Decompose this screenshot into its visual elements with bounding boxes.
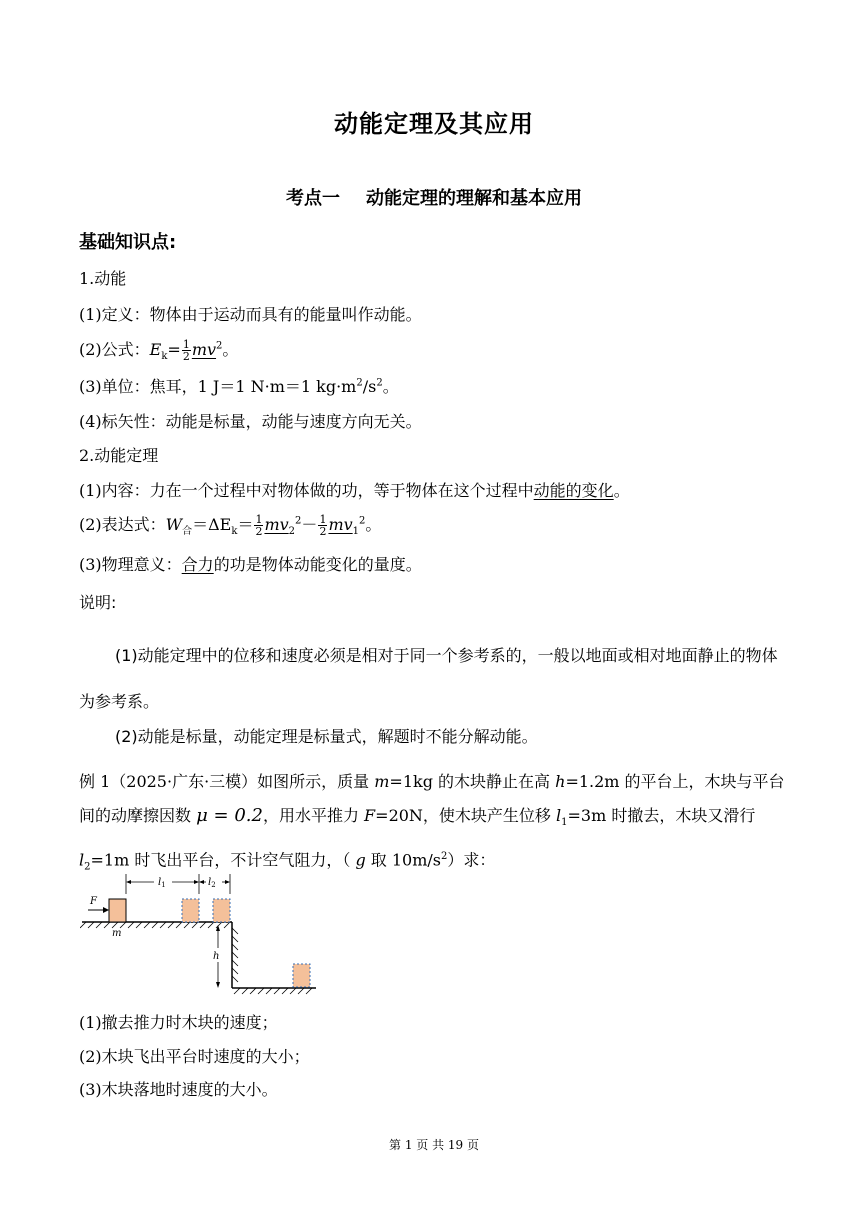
ex-l1: l xyxy=(556,806,562,825)
half-fraction xyxy=(182,339,191,362)
label-m: m xyxy=(112,928,122,939)
unit-mid: /s xyxy=(362,377,377,396)
ex-c: =1.2m 的平台上，木块与平台间的动摩擦因数 xyxy=(79,772,785,825)
unit-end: 。 xyxy=(382,377,399,396)
ex-f2: =3m 时撤去，木块又滑行 xyxy=(567,806,756,825)
note-2: (2)动能是标量，动能定理是标量式，解题时不能分解动能。 xyxy=(115,727,538,746)
content-prefix: (1)内容：力在一个过程中对物体做的功，等于物体在这个过程中 xyxy=(79,481,534,500)
page-title: 动能定理及其应用 xyxy=(334,110,534,138)
section-text: 动能定理的理解和基本应用 xyxy=(366,188,582,209)
frac-numerator: 1 xyxy=(182,338,190,351)
theorem-expression xyxy=(79,512,381,537)
ke-unit-text: (3)单位：焦耳，1 J＝1 N·m＝1 kg·m xyxy=(79,377,357,396)
ke-unit xyxy=(79,374,399,397)
ex-l1-sub: 1 xyxy=(561,817,568,829)
block-start xyxy=(109,899,126,922)
label-h: h xyxy=(213,951,220,962)
expr-k-sub: k xyxy=(231,526,238,538)
page-footer: 第 1 页 共 19 页 xyxy=(389,1138,479,1152)
ke-heading: 1.动能 xyxy=(79,269,127,288)
half-fraction-2 xyxy=(318,514,327,537)
content-end: 。 xyxy=(613,481,630,500)
note-1: (1)动能定理中的位移和速度必须是相对于同一个参考系的，一般以地面或相对地面静止的物体为参考系。 xyxy=(79,646,778,711)
expr-v1-exp: 2 xyxy=(359,515,366,527)
block-release xyxy=(182,899,199,922)
expr-w-sub: 合 xyxy=(182,526,193,538)
theorem-meaning xyxy=(79,552,422,575)
frac2-num: 1 xyxy=(319,513,327,526)
expr-v2-sub: 2 xyxy=(288,526,296,538)
ex-d: ，用水平推力 xyxy=(262,806,365,825)
meaning-underline: 合力 xyxy=(181,555,214,574)
section-heading xyxy=(0,184,868,210)
ke-scalar: (4)标矢性：动能是标量，动能与速度方向无关。 xyxy=(79,412,422,431)
label-l1: $l_1$ xyxy=(158,877,166,889)
meaning-rest: 的功是物体动能变化的量度。 xyxy=(213,555,422,574)
theorem-content xyxy=(79,478,630,501)
expr-mv1: mv xyxy=(328,515,353,534)
expr-minus: － xyxy=(301,515,318,534)
block-edge xyxy=(213,899,230,922)
notes-heading: 说明: xyxy=(79,593,117,612)
platform-diagram xyxy=(80,870,320,1000)
frac-denominator: 2 xyxy=(182,350,190,363)
ex-i: ）求： xyxy=(447,850,496,870)
ke-symbol: E xyxy=(149,340,162,359)
knowledge-heading: 基础知识点: xyxy=(79,232,177,253)
ex-h2: 取 10m/s xyxy=(365,850,441,870)
question-2: (2)木块飞出平台时速度的大小； xyxy=(79,1047,310,1066)
expr-eq1: ＝ΔE xyxy=(192,515,232,534)
expr-v1-sub: 1 xyxy=(352,526,360,538)
ex-l2: l xyxy=(79,850,85,870)
expr-end: 。 xyxy=(365,515,382,534)
ke-equals: = xyxy=(167,340,181,359)
content-underline: 动能的变化 xyxy=(533,481,614,500)
frac1-den: 2 xyxy=(255,525,263,538)
half-fraction-1 xyxy=(254,514,263,537)
label-f: F xyxy=(90,896,97,907)
unit-exp-2: 2 xyxy=(376,377,383,389)
ke-formula xyxy=(79,337,238,362)
example-text xyxy=(79,765,791,885)
frac2-den: 2 xyxy=(319,525,327,538)
expr-eq2: ＝ xyxy=(237,515,254,534)
ex-m: m xyxy=(374,772,390,791)
ke-definition: (1)定义：物体由于运动而具有的能量叫作动能。 xyxy=(79,305,422,324)
ex-g-var: g xyxy=(355,850,366,870)
ke-formula-prefix: (2)公式： xyxy=(79,340,150,359)
block-landed xyxy=(293,964,310,987)
expr-w: W xyxy=(165,515,183,534)
ex-g: =1m 时飞出平台，不计空气阻力，（ xyxy=(90,850,356,870)
ex-b: =1kg 的木块静止在高 xyxy=(389,772,556,791)
ex-exp: 2 xyxy=(441,851,448,863)
ke-formula-end: 。 xyxy=(222,340,239,359)
section-label: 考点一 xyxy=(286,188,340,209)
question-3: (3)木块落地时速度的大小。 xyxy=(79,1080,278,1099)
label-l2: $l_2$ xyxy=(208,877,216,889)
ex-a: 例 1（2025·广东·三模）如图所示，质量 xyxy=(79,772,375,791)
ex-f: F xyxy=(364,806,376,825)
ke-mv: mv xyxy=(191,340,217,359)
meaning-prefix: (3)物理意义： xyxy=(79,555,182,574)
ex-l2-sub: 2 xyxy=(84,861,91,873)
theorem-heading: 2.动能定理 xyxy=(79,446,159,465)
expr-mv2: mv xyxy=(264,515,289,534)
question-1: (1)撤去推力时木块的速度； xyxy=(79,1013,278,1032)
frac1-num: 1 xyxy=(255,513,263,526)
ex-h: h xyxy=(555,772,566,791)
ex-mu: μ = 0.2 xyxy=(196,805,263,826)
expr-prefix: (2)表达式： xyxy=(79,515,166,534)
ke-exponent: 2 xyxy=(216,340,223,352)
ex-e: =20N，使木块产生位移 xyxy=(375,806,557,825)
unit-exp-1: 2 xyxy=(356,377,363,389)
ke-subscript: k xyxy=(161,351,168,363)
expr-v2-exp: 2 xyxy=(295,515,302,527)
